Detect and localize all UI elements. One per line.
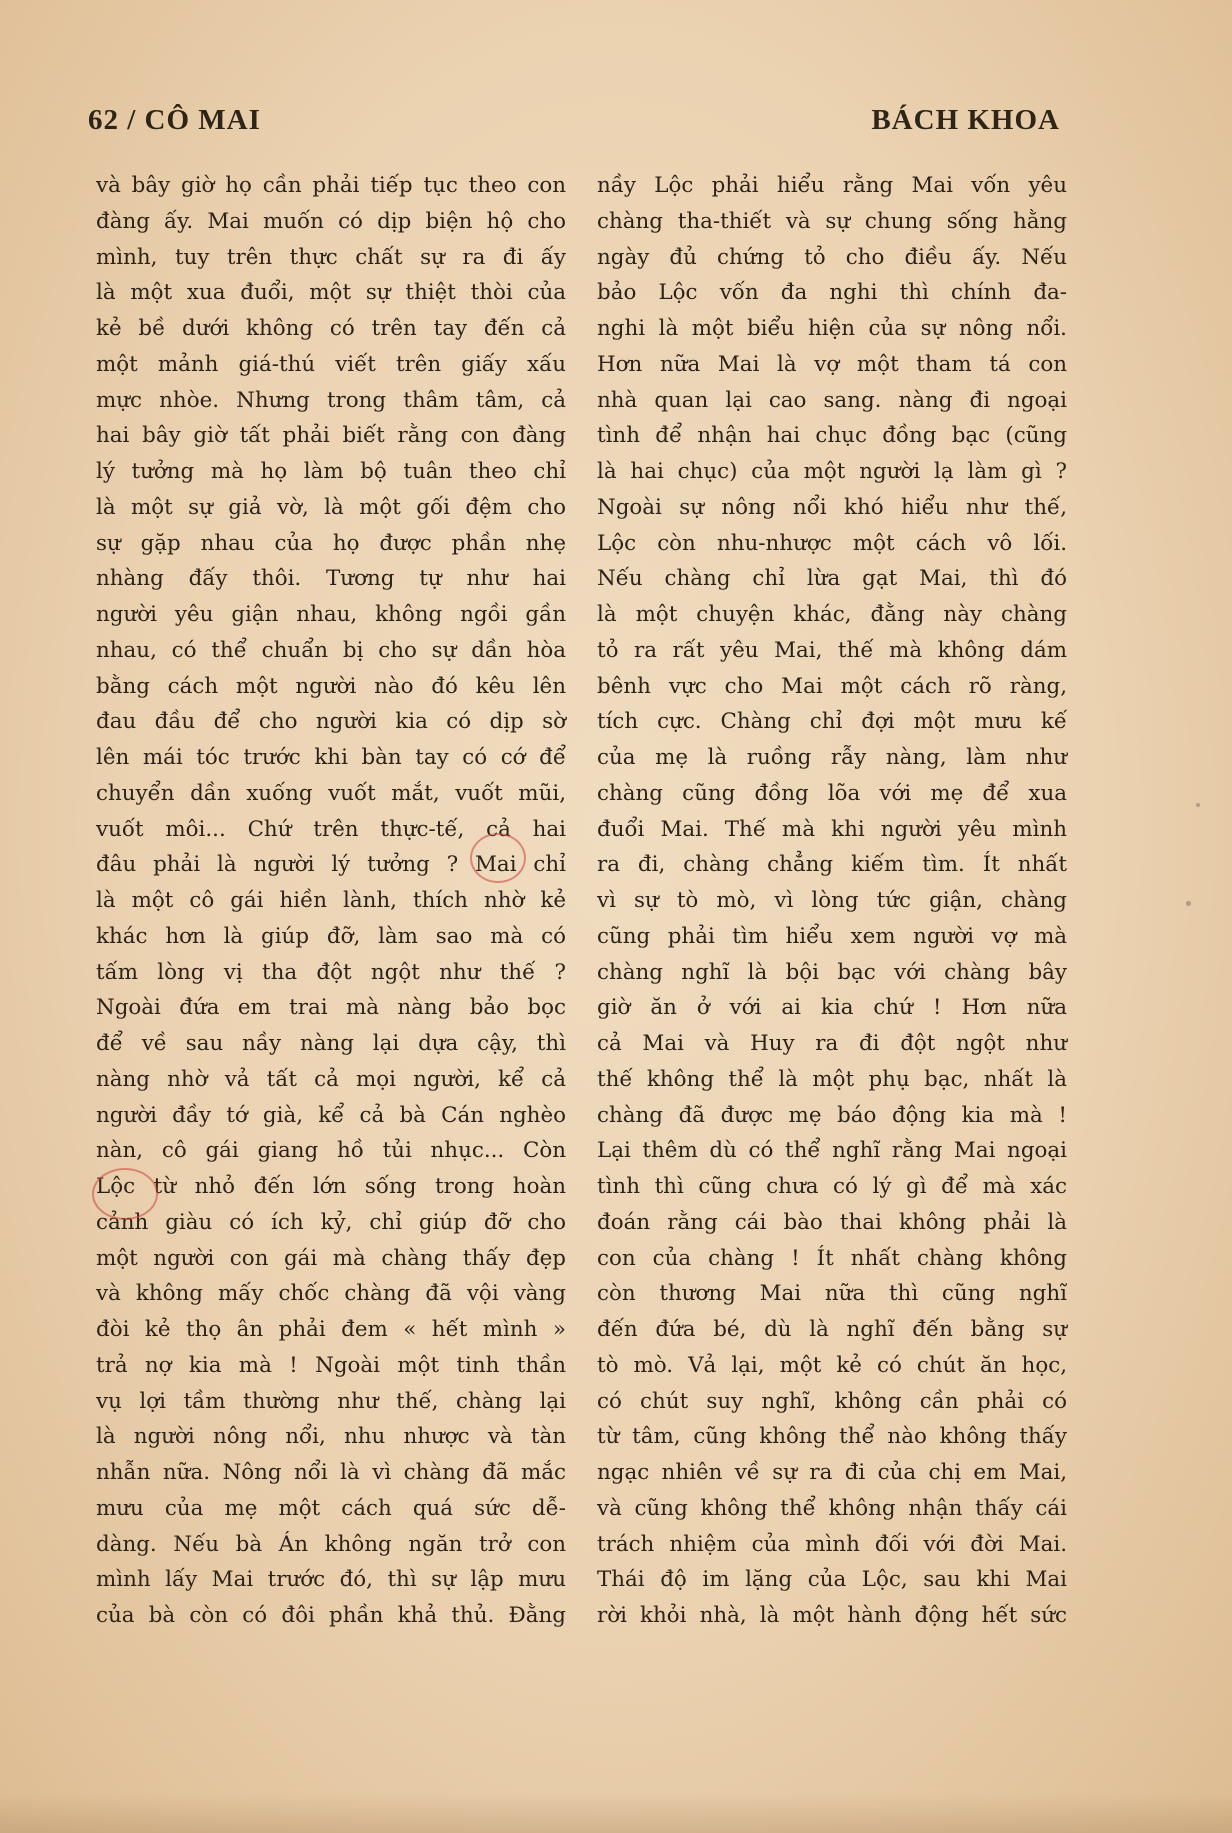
text-line: ra đi, chàng chẳng kiếm tìm. Ít nhất	[597, 852, 1067, 878]
text-line: Hơn nữa Mai là vợ một tham tá con	[597, 351, 1067, 377]
text-line: vụ lợi tầm thường như thế, chàng lại	[96, 1388, 566, 1414]
text-line: Lại thêm dù có thể nghĩ rằng Mai ngoại	[597, 1138, 1067, 1164]
text-line: vuốt môi... Chứ trên thực-tế, cả hai	[96, 816, 566, 842]
text-line: nghi là một biểu hiện của sự nông nổi.	[597, 316, 1067, 341]
text-line: tình thì cũng chưa có lý gì để mà xác	[597, 1174, 1067, 1199]
text-line: đuổi Mai. Thế mà khi người yêu mình	[597, 816, 1067, 842]
text-line: chàng đã được mẹ báo động kia mà !	[597, 1102, 1067, 1128]
text-line: có chút suy nghĩ, không cần phải có	[597, 1388, 1067, 1414]
text-line: đau đầu để cho người kia có dịp sờ	[96, 709, 566, 735]
text-line: trách nhiệm của mình đối với đời Mai.	[597, 1531, 1067, 1557]
paper-speck	[1186, 901, 1191, 906]
text-line: đàng ấy. Mai muốn có dịp biện hộ cho	[96, 208, 566, 234]
text-line: là hai chục) của một người lạ làm gì ?	[597, 459, 1067, 484]
text-line: còn thương Mai nữa thì cũng nghĩ	[597, 1281, 1067, 1307]
text-line: đâu phải là người lý tưởng ? Mai chỉ	[96, 852, 566, 878]
text-line: nàng nhờ vả tất cả mọi người, kể cả	[96, 1066, 566, 1092]
text-line: một người con gái mà chàng thấy đẹp	[96, 1245, 566, 1271]
pencil-circle-mark	[92, 1168, 158, 1220]
pencil-circle-mark	[470, 833, 526, 883]
text-line: là một xua đuổi, một sự thiệt thòi của	[96, 280, 566, 306]
text-line: là một cô gái hiền lành, thích nhờ kẻ	[96, 888, 566, 913]
text-line: đòi kẻ thọ ân phải đem « hết mình »	[96, 1317, 566, 1342]
header-magazine-name: BÁCH KHOA	[871, 103, 1060, 136]
text-line: từ tâm, cũng không thể nào không thấy	[597, 1424, 1067, 1450]
text-line: Nếu chàng chỉ lừa gạt Mai, thì đó	[597, 566, 1067, 592]
text-line: người đầy tớ già, kể cả bà Cán nghèo	[96, 1102, 566, 1128]
text-line: ngạc nhiên về sự ra đi của chị em Mai,	[597, 1460, 1067, 1485]
text-line: hai bây giờ tất phải biết rằng con đàng	[96, 423, 566, 449]
text-line: rời khỏi nhà, là một hành động hết sức	[597, 1603, 1067, 1628]
text-line: khác hơn là giúp đỡ, làm sao mà có	[96, 923, 566, 949]
running-header	[88, 100, 1060, 140]
text-line: lên mái tóc trước khi bàn tay có cớ để	[96, 745, 566, 770]
text-line: cũng phải tìm hiểu xem người vợ mà	[597, 923, 1067, 949]
text-line: là một sự giả vờ, là một gối đệm cho	[96, 494, 566, 520]
text-line: sự gặp nhau của họ được phần nhẹ	[96, 530, 566, 556]
text-line: giờ ăn ở với ai kia chứ ! Hơn nữa	[597, 995, 1067, 1021]
text-line: Lộc còn nhu-nhược một cách vô lối.	[597, 530, 1067, 556]
text-line: con của chàng ! Ít nhất chàng không	[597, 1245, 1067, 1271]
text-line: Ngoài sự nông nổi khó hiểu như thế,	[597, 494, 1067, 520]
text-line: Thái độ im lặng của Lộc, sau khi Mai	[597, 1567, 1067, 1593]
text-line: Ngoài đứa em trai mà nàng bảo bọc	[96, 995, 566, 1021]
text-line: một mảnh giá-thú viết trên giấy xấu	[96, 351, 566, 377]
text-line: chuyển dần xuống vuốt mắt, vuốt mũi,	[96, 780, 566, 806]
text-line: bênh vực cho Mai một cách rõ ràng,	[597, 673, 1067, 699]
text-line: nhẫn nữa. Nông nổi là vì chàng đã mắc	[96, 1460, 566, 1485]
text-column-left	[96, 168, 566, 1634]
text-line: ngày đủ chứng tỏ cho điều ấy. Nếu	[597, 244, 1067, 270]
text-line: bằng cách một người nào đó kêu lên	[96, 673, 566, 699]
text-line: và không mấy chốc chàng đã vội vàng	[96, 1281, 566, 1307]
text-line: chàng tha-thiết và sự chung sống hằng	[597, 208, 1067, 234]
text-column-right	[597, 168, 1067, 1634]
text-line: tình để nhận hai chục đồng bạc (cũng	[597, 423, 1067, 449]
text-line: vì sự tò mò, vì lòng tức giận, chàng	[597, 888, 1067, 913]
text-line: mình lấy Mai trước đó, thì sự lập mưu	[96, 1567, 566, 1593]
text-line: để về sau nầy nàng lại dựa cậy, thì	[96, 1031, 566, 1056]
text-line: tỏ ra rất yêu Mai, thế mà không dám	[597, 637, 1067, 663]
text-line: nhà quan lại cao sang. nàng đi ngoại	[597, 387, 1067, 413]
text-line: và cũng không thể không nhận thấy cái	[597, 1495, 1067, 1521]
text-line: trả nợ kia mà ! Ngoài một tinh thần	[96, 1352, 566, 1378]
text-line: là người nông nổi, nhu nhược và tàn	[96, 1424, 566, 1450]
text-line: đoán rằng cái bào thai không phải là	[597, 1209, 1067, 1235]
text-line: và bây giờ họ cần phải tiếp tục theo con	[96, 173, 566, 198]
text-line: nhàng đấy thôi. Tương tự như hai	[96, 566, 566, 592]
text-line: nầy Lộc phải hiểu rằng Mai vốn yêu	[597, 173, 1067, 198]
text-line: nhau, có thể chuẩn bị cho sự dần hòa	[96, 637, 566, 663]
text-line: thế không thể là một phụ bạc, nhất là	[597, 1066, 1067, 1092]
text-line: tò mò. Vả lại, một kẻ có chút ăn học,	[597, 1352, 1067, 1378]
text-line: cả Mai và Huy ra đi đột ngột như	[597, 1031, 1067, 1056]
text-line: bảo Lộc vốn đa nghi thì chính đa-	[597, 280, 1067, 306]
text-line: kẻ bề dưới không có trên tay đến cả	[96, 316, 566, 341]
text-line: chàng cũng đồng lõa với mẹ để xua	[597, 780, 1067, 806]
text-line: của bà còn có đôi phần khả thủ. Đằng	[96, 1603, 566, 1628]
text-line: mưu của mẹ một cách quá sức dễ-	[96, 1495, 566, 1521]
text-line: đến đứa bé, dù là nghĩ đến bằng sự	[597, 1317, 1067, 1342]
text-line: Lộc từ nhỏ đến lớn sống trong hoàn	[96, 1174, 566, 1199]
text-line: tấm lòng vị tha đột ngột như thế ?	[96, 959, 566, 985]
header-page-title: 62 / CÔ MAI	[88, 103, 261, 136]
text-line: dàng. Nếu bà Án không ngăn trở con	[96, 1531, 566, 1557]
text-line: là một chuyện khác, đằng này chàng	[597, 602, 1067, 627]
text-line: của mẹ là ruồng rẫy nàng, làm như	[597, 745, 1067, 770]
paper-speck	[1196, 803, 1200, 807]
text-line: chàng nghĩ là bội bạc với chàng bây	[597, 959, 1067, 985]
text-line: tích cực. Chàng chỉ đợi một mưu kế	[597, 709, 1067, 735]
text-line: lý tưởng mà họ làm bộ tuân theo chỉ	[96, 459, 566, 484]
text-line: mình, tuy trên thực chất sự ra đi ấy	[96, 244, 566, 270]
text-line: cảnh giàu có ích kỷ, chỉ giúp đỡ cho	[96, 1209, 566, 1235]
text-line: người yêu giận nhau, không ngồi gần	[96, 602, 566, 627]
text-line: mực nhòe. Nhưng trong thâm tâm, cả	[96, 387, 566, 413]
text-line: nàn, cô gái giang hồ tủi nhục... Còn	[96, 1138, 566, 1164]
